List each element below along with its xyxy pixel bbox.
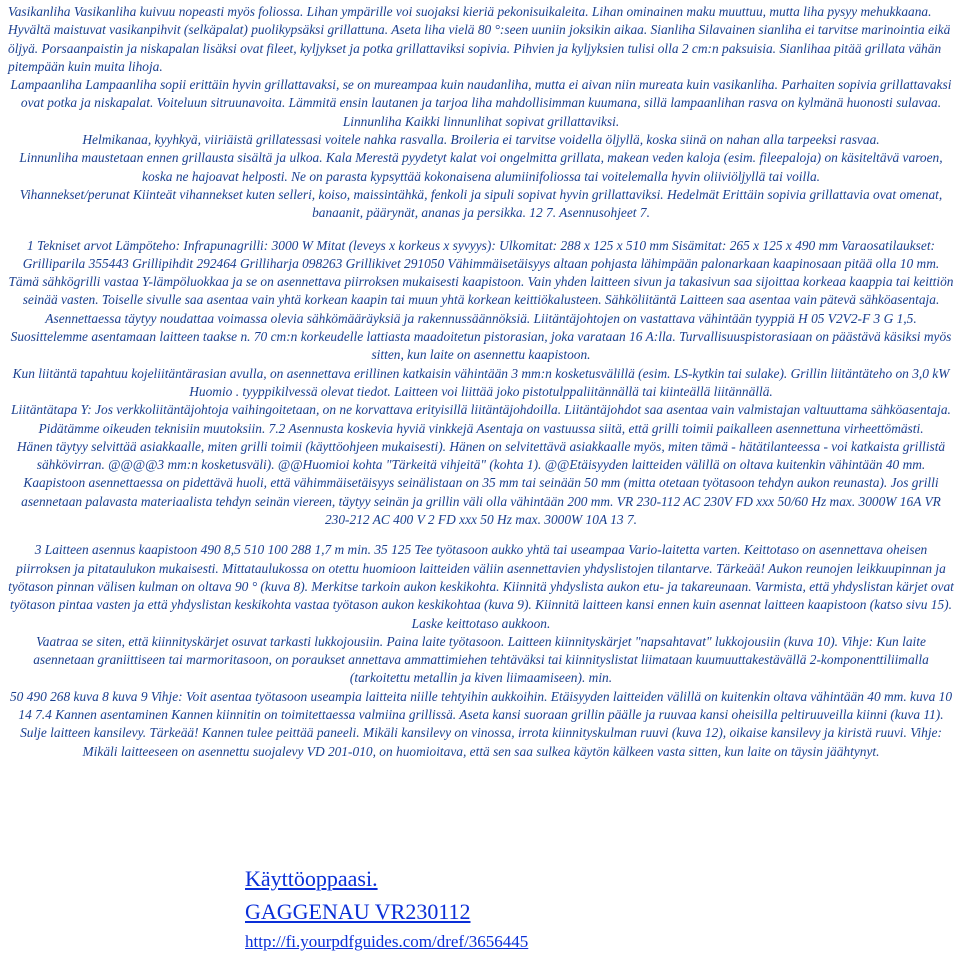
paragraph-connection-type-y: Liitäntätapa Y: Jos verkkoliitäntäjohtoja vaihingoitetaan, on ne korvattava erityisillä liitäntäjohdoilla. Liitäntäjohdot saa asentaa vain valmistajan valtuuttama sähköasentaja. Pidätämme oikeuden teknisiin muutoksiin. 7.2 Asennusta koskevia hyviä vinkkejä Asentaja on vastuussa siitä, että grilli toimii paikalleen asennettuna virheettömästi. [11, 402, 951, 436]
document-body [8, 3, 954, 761]
spacer [8, 529, 954, 541]
paragraph-connection-switch: Kun liitäntä tapahtuu kojeliitäntärasian avulla, on asennettava erillinen katkaisin vähintään 3 mm:n kosketusvälillä (esim. LS-kytkin tai sulake). Grillin liitäntäteho on 3,0 kW Huomio . tyyppikilvessä olevat tiedot. Laitteen voi liittää joko pistotulppaliitännällä tai kiinteällä liitännällä. [12, 365, 950, 399]
spacer [8, 223, 954, 237]
paragraph-close-cover: Sulje laitteen kansilevy. Tärkeää! Kannen tulee peittää paneeli. Mikäli kansilevy on vinossa, irrota kiinnityskulman ruuvi (kuva 12), oikaise kansilevy ja kiristä ruuvi. Vihje: Mikäli laitteeseen on asennettu suojalevy VD 201-010, on huomioitava, että sen saa sulkea käytön kälkeen vasta sitten, kun laite on täysin jäähtynyt. [20, 725, 942, 759]
paragraph-technical-data: 1 Tekniset arvot Lämpöteho: Infrapunagrilli: 3000 W Mitat (leveys x korkeus x syvyys): Ulkomitat: 288 x 125 x 510 mm Sisämitat: 265 x 125 x 490 mm Varaosatilaukset: Grilliparila 355443 Grillipihdit 292464 Grilliharja 098263 Grillikivet 291050 Vähimmäisetäisyys altaan pohjasta lähimpään palonarkaan kaapinosaan pitää olla 10 mm. Tämä sähkögrilli vastaa Y-lämpöluokkaa ja se on asennettava piirroksen mukaisesti kaapistoon. Vain yhden laitteen sivun ja takasivun saa sijoittaa korkeaa kaappia tai keittiön seinää vasten. Toiselle sivulle saa asentaa vain yhtä korkean kaapin tai muun yhtä korkean keittiökalusteen. Sähköliitäntä Laitteen saa asentaa vain pätevä sähköasentaja. Asennettaessa täytyy noudattaa voimassa olevia sähkömääräyksiä ja rakennussäännöksiä. Liitäntäjohtojen on vastattava vähintään tyyppiä H 05 V2V2-F 3 G 1,5. Suosittelemme asentamaan laitteen taakse n. 70 cm:n korkeudelle lattiasta maadoitetun pistorasian, joka varataan 16 A:lla. Turvallisuuspistorasiaan on päästävä käsiksi myös sitten, kun laite on asennettu kaapistoon. [8, 237, 954, 363]
footer-links [245, 862, 528, 956]
download-url-link[interactable]: http://fi.yourpdfguides.com/dref/3656445 [245, 932, 529, 951]
paragraph-cabinet-installation: 3 Laitteen asennus kaapistoon 490 8,5 510 100 288 1,7 m min. 35 125 Tee työtasoon aukko yhtä tai useampaa Vario-laitetta varten. Keittotaso on asennettava oheisen piirroksen ja pitataulukon mukaisesti. Mittataulukossa on otettu huomioon laitteiden väliin asennettavien yhdyslistojen tilantarve. Tärkeää! Aukon reunojen leikkuupinnan ja työtason pinnan välisen kulman on oltava 90 ° (kuva 8). Merkitse tarkoin aukon keskikohta. Kiinnitä yhdyslista aukon etu- ja takareunaan. Varmista, että yhdyslistan kärjet ovat työtason pintaa vasten ja että yhdyslistan keskikohta vastaa työtason aukon keskikohtaa (kuva 9). Kiinnitä laitteen kansi ennen kuin asennat laitteen kaapistoon (katso sivu 15). Laske keittotaso aukkoon. [8, 542, 954, 631]
paragraph-vegetables-fruits: Vihannekset/perunat Kiinteät vihannekset kuten selleri, koiso, maissintähkä, fenkoli ja sipuli sopivat hyvin grillattaviksi. Hedelmät Erittäin sopivia grillattavia ovat omenat, banaanit, päärynät, ananas ja persikka. 12 7. Asennusohjeet 7. [19, 186, 943, 221]
paragraph-poultry-fat: Helmikanaa, kyyhkyä, viiriäistä grillatessasi voitele nahka rasvalla. Broileria ei tarvitse voidella öljyllä, koska siinä on nahan alla tarpeeksi rasvaa. [82, 132, 880, 148]
manual-link[interactable]: Käyttöoppaasi. [245, 866, 378, 891]
paragraph-installer-duties: Hänen täytyy selvittää asiakkaalle, miten grilli toimii (käyttöohjeen mukaisesti). Hänen on selvitettävä asiakkaalle myös, miten tämä - hätätilanteessa - voi katkaista grillistä sähkövirran. @@@@3 mm:n kosketusväli). @@Huomioi kohta "Tärkeitä vihjeitä" (kohta 1). @@Etäisyyden laitteiden välillä on oltava kuitenkin vähintään 40 mm. Kaapistoon asennettaessa on pidettävä huoli, että vähimmäisetäisyys seinälistaan on 35 mm tai seinään 50 mm (mitta otetaan työtasoon tehdyn aukon reunasta). Jos grilli asennetaan palavasta materiaalista tehdyn seinän viereen, täytyy seinän ja grillin väli olla vähintään 200 mm. VR 230-112 AC 230V FD xxx 50/60 Hz max. 3000W 16A VR 230-212 AC 400 V 2 FD xxx 50 Hz max. 3000W 10A 13 7. [16, 438, 946, 528]
product-link[interactable]: GAGGENAU VR230112 [245, 899, 471, 924]
paragraph-fish: Linnunliha maustetaan ennen grillausta sisältä ja ulkoa. Kala Merestä pyydetyt kalat voi ongelmitta grillata, makean veden kaloja (esim. fileepaloja) on käsiteltävä varoen, koska ne hajoavat helposti. Ne on parasta kypsyttää kokonaisena alumiinifoliossa tai voitelemalla hyvin oliiviöljyllä tai voilla. [19, 150, 943, 184]
paragraph-mounting-tips: Vaatraa se siten, että kiinnityskärjet osuvat tarkasti lukkojousiin. Paina laite työtasoon. Laitteen kiinnityskärjet "napsahtavat" lukkojousiin (kuva 10). Vihje: Kun laite asennetaan graniittiseen tai marmoritasoon, on poraukset annettava ammattimiehen tehtäväksi tai kiinnityslistat liimataan kuumuuttakestävällä 2-komponenttiliimalla (tarkoitettu metallin ja kiven liimaamiseen). min. [33, 633, 929, 686]
paragraph-lid-mounting: 50 490 268 kuva 8 kuva 9 Vihje: Voit asentaa työtasoon useampia laitteita niille tehtyihin aukkoihin. Etäisyyden laitteiden välillä on kuitenkin oltava vähintään 40 mm. kuva 10 14 7.4 Kannen asentaminen Kannen kiinnitin on toimitettaessa valmiina grillissä. Aseta kansi suoraan grillin päälle ja ruuvaa kansi oheisilla peltiruuveilla kiinni (kuva 11). [9, 688, 953, 722]
paragraph-meat-grilling: Vasikanliha Vasikanliha kuivuu nopeasti myös foliossa. Lihan ympärille voi suojaksi kieriä pekonisuikaleita. Lihan ominainen maku muuttuu, mutta liha pysyy mehukkaana. Hyvältä maistuvat vasikanpihvit (selkäpalat) puolikypsäksi grillattuna. Aseta liha vielä 80 °:seen uuniin joksikin aikaa. Sianliha Silavainen sianliha ei tarvitse marinointia eikä öljyä. Porsaanpaistin ja niskapalan lisäksi ovat fileet, kyljykset ja potka grillattaviksi sopivia. Pihvien ja kyljyksien tulisi olla 2 cm:n paksuisia. Sianlihaa pitää grillata vähän pitempään kuin muita lihoja. [8, 4, 951, 74]
paragraph-lamb-poultry: Lampaanliha Lampaanliha sopii erittäin hyvin grillattavaksi, se on mureampaa kuin naudanliha, mutta ei aivan niin mureata kuin vasikanliha. Parhaiten sopivia grillattavaksi ovat potka ja niskapalat. Voiteluun sitruunavoita. Lämmitä ensin lautanen ja tarjoa liha mahdollisimman kuumana, sillä lampaanlihan rasva on kylmänä huonosti sulavaa. Linnunliha Kaikki linnunlihat sopivat grillattaviksi. [10, 77, 952, 129]
